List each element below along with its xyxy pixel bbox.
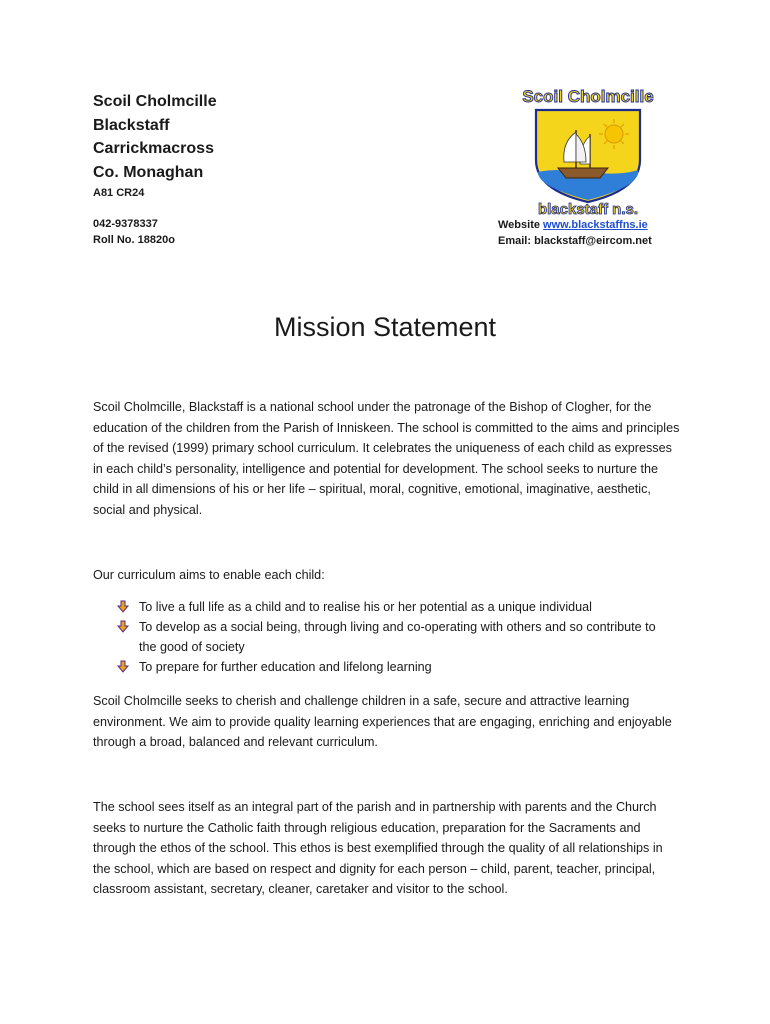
environment-paragraph: Scoil Cholmcille seeks to cherish and challenge children in a safe, secure and attractive learning environment. We aim to provide quality learning experiences that are engaging, enriching and enjoyable through a broad, balanced and relevant curriculum. bbox=[93, 694, 672, 750]
bullet-text: To live a full life as a child and to realise his or her potential as a unique individual bbox=[139, 600, 592, 614]
school-name: Scoil Cholmcille bbox=[93, 93, 217, 110]
roll-number: Roll No. 18820o bbox=[93, 234, 175, 246]
school-address bbox=[93, 90, 217, 200]
phone-number: 042-9378337 bbox=[93, 218, 158, 230]
bullet-text: To prepare for further education and lifelong learning bbox=[139, 660, 432, 674]
contact-left bbox=[93, 216, 175, 248]
list-item bbox=[116, 657, 676, 677]
arrow-down-bullet-icon bbox=[116, 620, 130, 634]
arrow-down-bullet-icon bbox=[116, 600, 130, 614]
curriculum-intro: Our curriculum aims to enable each child: bbox=[93, 568, 325, 582]
website-link[interactable]: www.blackstaffns.ie bbox=[543, 219, 648, 231]
address-line-1: Blackstaff bbox=[93, 116, 170, 134]
intro-paragraph: Scoil Cholmcille, Blackstaff is a national school under the patronage of the Bishop of Clogher, for the education of the children from the Parish of Inniskeen. The school is committed to the aims and principles of the revised (1999) primary school curriculum. It celebrates the uniqueness of each child as expresses in each child’s personality, intelligence and potential for development. The school seeks to nurture the child in all dimensions of his or her life – spiritual, moral, cognitive, emotional, imaginative, aesthetic, social and physical. bbox=[93, 400, 680, 517]
address-line-3: Co. Monaghan bbox=[93, 163, 204, 181]
contact-right bbox=[498, 217, 652, 249]
address-line-2: Carrickmacross bbox=[93, 140, 214, 157]
website-label: Website bbox=[498, 219, 544, 231]
logo-bottom-text: blackstaff n.s. bbox=[537, 201, 639, 216]
school-crest-logo bbox=[496, 82, 680, 216]
list-item bbox=[116, 617, 676, 657]
email-line: Email: blackstaff@eircom.net bbox=[498, 235, 652, 247]
curriculum-aims-list bbox=[116, 597, 676, 677]
eircode: A81 CR24 bbox=[93, 187, 145, 199]
ethos-paragraph: The school sees itself as an integral part of the parish and in partnership with parents and the Church seeks to nurture the Catholic faith through religious education, preparation for the Sacraments and through the ethos of the school. This ethos is best exemplified through the quality of all relationships in the school, which are based on respect and dignity for each person – child, parent, teacher, principal, classroom assistant, secretary, cleaner, caretaker and visitor to the school. bbox=[93, 800, 663, 897]
page-title: Mission Statement bbox=[273, 312, 497, 342]
bullet-text: To develop as a social being, through living and co-operating with others and so contribute to the good of society bbox=[139, 620, 656, 654]
list-item bbox=[116, 597, 676, 617]
logo-top-text: Scoil Cholmcille bbox=[522, 87, 654, 106]
arrow-down-bullet-icon bbox=[116, 660, 130, 674]
website-line bbox=[498, 217, 652, 233]
